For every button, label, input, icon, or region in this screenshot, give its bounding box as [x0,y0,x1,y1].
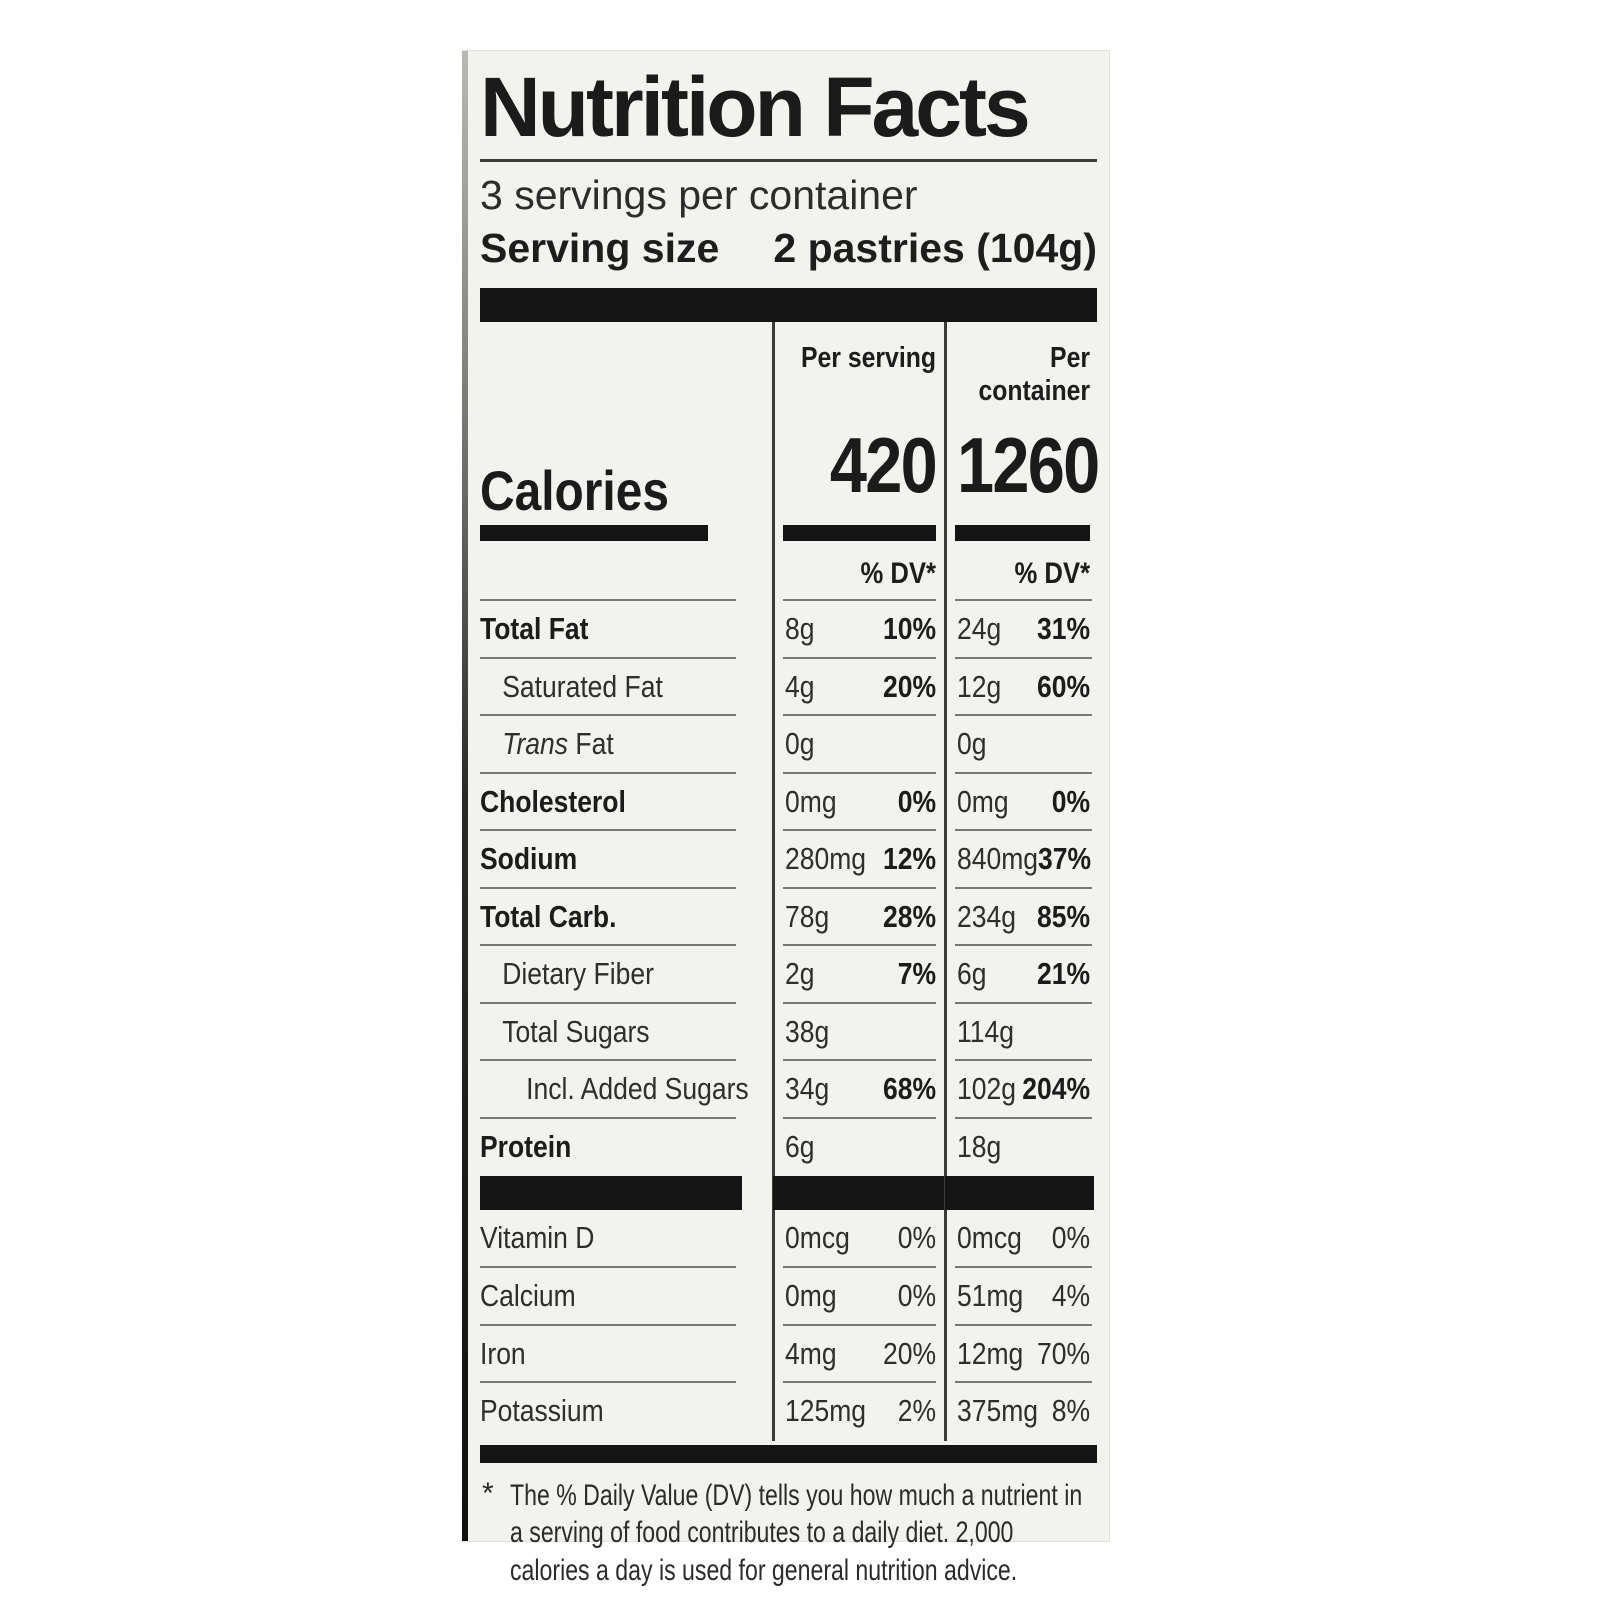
dv-percent: 10% [882,611,937,646]
label-title: Nutrition Facts [480,65,1097,162]
dv-percent: 0% [897,1278,937,1314]
nutrient-name: Saturated Fat [502,668,663,704]
amount: 2g [785,956,815,992]
amount: 6g [785,1128,815,1164]
nutrient-name: Sodium [480,841,578,877]
amount: 0mg [785,1278,837,1314]
serving-size-label: Serving size [480,225,720,271]
serving-size-value: 2 pastries (104g) [773,225,1097,271]
dv-percent: 31% [1036,611,1091,646]
amount: 375mg [957,1393,1039,1429]
nutrient-name: Protein [480,1128,572,1164]
nutrient-row-trans-fat [480,716,1097,774]
dv-percent: 4% [1051,1278,1091,1314]
amount: 0mg [957,783,1009,819]
amount: 0mg [785,783,837,819]
footnote-text: The % Daily Value (DV) tells you how much a nutrient in a serving of food contributes to a daily diet. 2,000 calories a day is used for general nutrition advice. [510,1478,1083,1588]
amount: 280mg [785,841,867,877]
nutrient-row-total-carb [480,889,1097,947]
dv-percent: 204% [1022,1071,1091,1107]
amount: 234g [957,898,1016,934]
amount: 8g [785,611,815,646]
amount: 0mcg [785,1220,850,1256]
nutrient-row-cholesterol [480,774,1097,832]
dv-percent: 68% [882,1071,937,1107]
amount: 0g [957,726,987,762]
nutrient-name: Dietary Fiber [502,956,654,992]
nutrition-facts-label [462,50,1110,1588]
vitamin-row-calcium [480,1268,1097,1326]
serving-size-row [480,221,1097,288]
calories-label: Calories [480,459,669,522]
dv-percent: 0% [1051,783,1091,819]
dv-percent: 60% [1036,668,1091,704]
nutrient-name: Potassium [480,1393,604,1429]
amount: 12mg [957,1335,1024,1371]
per-serving-header: Per serving [800,342,937,374]
amount: 125mg [785,1393,867,1429]
footnote-asterisk: * [482,1476,494,1510]
amount: 840mg [957,841,1039,877]
calories-per-serving: 420 [829,421,937,509]
calories-row [480,414,1097,525]
amount: 18g [957,1128,1002,1164]
footnote [480,1463,1097,1590]
dv-header-per-container: % DV* [1014,557,1091,590]
nutrient-row-dietary-fiber [480,946,1097,1004]
amount: 78g [785,898,830,934]
nutrient-name: Incl. Added Sugars [526,1071,749,1107]
nutrient-name: Total Sugars [502,1013,650,1049]
dv-percent: 8% [1051,1393,1091,1429]
nutrient-name: Iron [480,1335,526,1371]
dv-percent: 12% [882,841,937,877]
nutrient-name: Total Fat [480,611,589,646]
dv-percent: 20% [882,668,937,704]
nutrient-name: Total Carb. [480,898,617,934]
amount: 24g [957,611,1002,646]
amount: 38g [785,1013,830,1049]
nutrient-row-protein [480,1119,1097,1177]
dv-percent: 21% [1036,956,1091,992]
amount: 0g [785,726,815,762]
section-bar-bottom [480,1445,1097,1463]
amount: 12g [957,668,1002,704]
dv-percent: 0% [897,1220,937,1256]
vitamin-row-potassium [480,1383,1097,1441]
amount: 34g [785,1071,830,1107]
section-bar-top [480,288,1097,322]
dv-percent: 2% [897,1393,937,1429]
dv-percent: 28% [882,898,937,934]
section-bar-middle [480,1176,1097,1210]
calories-underline-row [480,525,1097,541]
nutrient-row-total-sugars [480,1004,1097,1062]
calories-per-container: 1260 [957,421,1099,509]
amount: 4g [785,668,815,704]
vitamin-row-iron [480,1326,1097,1384]
nutrient-name: Trans Fat [502,726,614,762]
amount: 51mg [957,1278,1024,1314]
nutrient-name: Cholesterol [480,783,626,819]
dv-percent: 0% [1051,1220,1091,1256]
nutrient-name: Calcium [480,1278,576,1314]
nutrient-name: Vitamin D [480,1220,595,1256]
dv-percent: 85% [1036,898,1091,934]
amount: 114g [957,1013,1015,1049]
dv-percent: 20% [882,1335,937,1371]
dv-percent: 70% [1036,1335,1091,1371]
amount: 6g [957,956,987,992]
nutrient-row-total-fat [480,601,1097,659]
column-header-row [480,322,1097,414]
vitamin-row-vitamin-d [480,1210,1097,1268]
nutrient-row-added-sugars [480,1061,1097,1119]
dv-percent: 0% [897,783,937,819]
servings-per-container: 3 servings per container [480,172,918,218]
nutrition-table [480,322,1097,1441]
nutrient-row-sodium [480,831,1097,889]
per-container-header: Per container [978,342,1091,407]
amount: 0mcg [957,1220,1022,1256]
dv-percent: 7% [897,956,937,992]
daily-value-header-row [480,541,1097,601]
nutrient-row-saturated-fat [480,659,1097,717]
nutrient-name-italic: Trans [502,726,569,762]
dv-percent: 37% [1038,841,1092,877]
dv-header-per-serving: % DV* [860,557,937,590]
amount: 4mg [785,1335,837,1371]
amount: 102g [957,1071,1016,1107]
